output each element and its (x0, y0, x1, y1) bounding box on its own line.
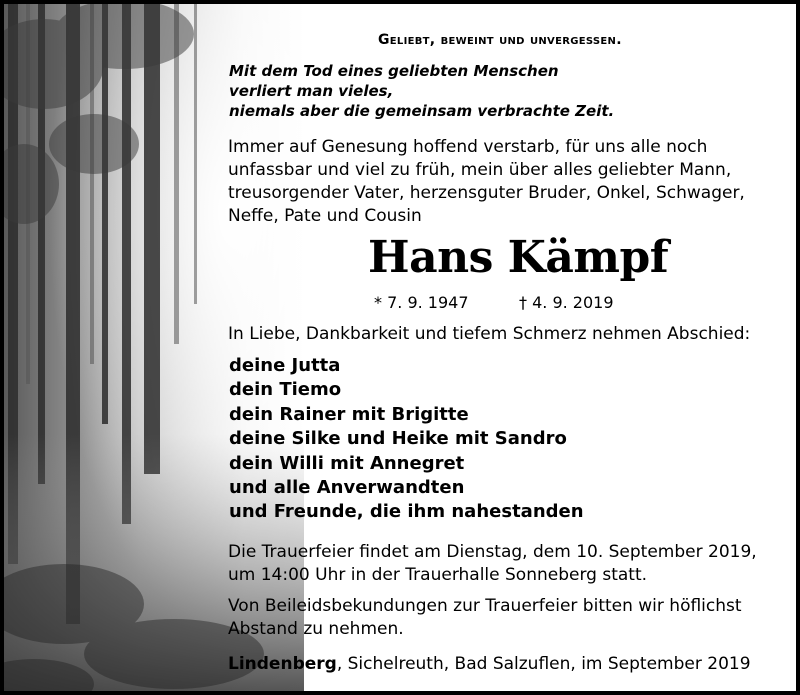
intro-text (228, 136, 745, 228)
motto: Geliebt, beweint und unvergessen. (378, 32, 622, 48)
signature-line (228, 654, 751, 674)
quote-line: verliert man vieles, (229, 82, 394, 100)
condolences-line: Von Beileidsbekundungen zur Trauerfeier bitten wir höflichst (228, 596, 742, 616)
deceased-name: Hans Kämpf (368, 232, 669, 283)
farewell-line: In Liebe, Dankbarkeit und tiefem Schmerz nehmen Abschied: (228, 324, 751, 344)
birth-date: * 7. 9. 1947 (374, 293, 469, 312)
intro-line: unfassbar und viel zu früh, mein über alles geliebter Mann, (228, 160, 732, 180)
service-line: um 14:00 Uhr in der Trauerhalle Sonneberg statt. (228, 565, 648, 585)
mourner: und Freunde, die ihm nahestanden (229, 501, 584, 523)
mourner: dein Willi mit Annegret (229, 452, 465, 474)
death-date: † 4. 9. 2019 (519, 293, 614, 312)
quote (229, 61, 614, 121)
mourner: dein Tiemo (229, 379, 342, 401)
intro-line: Neffe, Pate und Cousin (228, 206, 422, 226)
quote-line: niemals aber die gemeinsam verbrachte Zeit. (229, 102, 615, 120)
quote-line: Mit dem Tod eines geliebten Menschen (229, 62, 559, 80)
intro-line: treusorgender Vater, herzensguter Bruder, Onkel, Schwager, (228, 183, 745, 203)
mourner: deine Silke und Heike mit Sandro (229, 428, 567, 450)
condolences-line: Abstand zu nehmen. (228, 619, 404, 639)
condolences-note (228, 595, 742, 641)
mourner: und alle Anverwandten (229, 477, 465, 499)
signature-rest: , Sichelreuth, Bad Salzuflen, im September 2019 (336, 654, 751, 674)
service-info (228, 541, 757, 587)
mourners-list (229, 354, 584, 525)
service-line: Die Trauerfeier findet am Dienstag, dem 10. September 2019, (228, 542, 757, 562)
signature-place: Lindenberg (228, 654, 337, 674)
intro-line: Immer auf Genesung hoffend verstarb, für uns alle noch (228, 137, 708, 157)
mourner: deine Jutta (229, 355, 341, 376)
mourner: dein Rainer mit Brigitte (229, 403, 469, 425)
